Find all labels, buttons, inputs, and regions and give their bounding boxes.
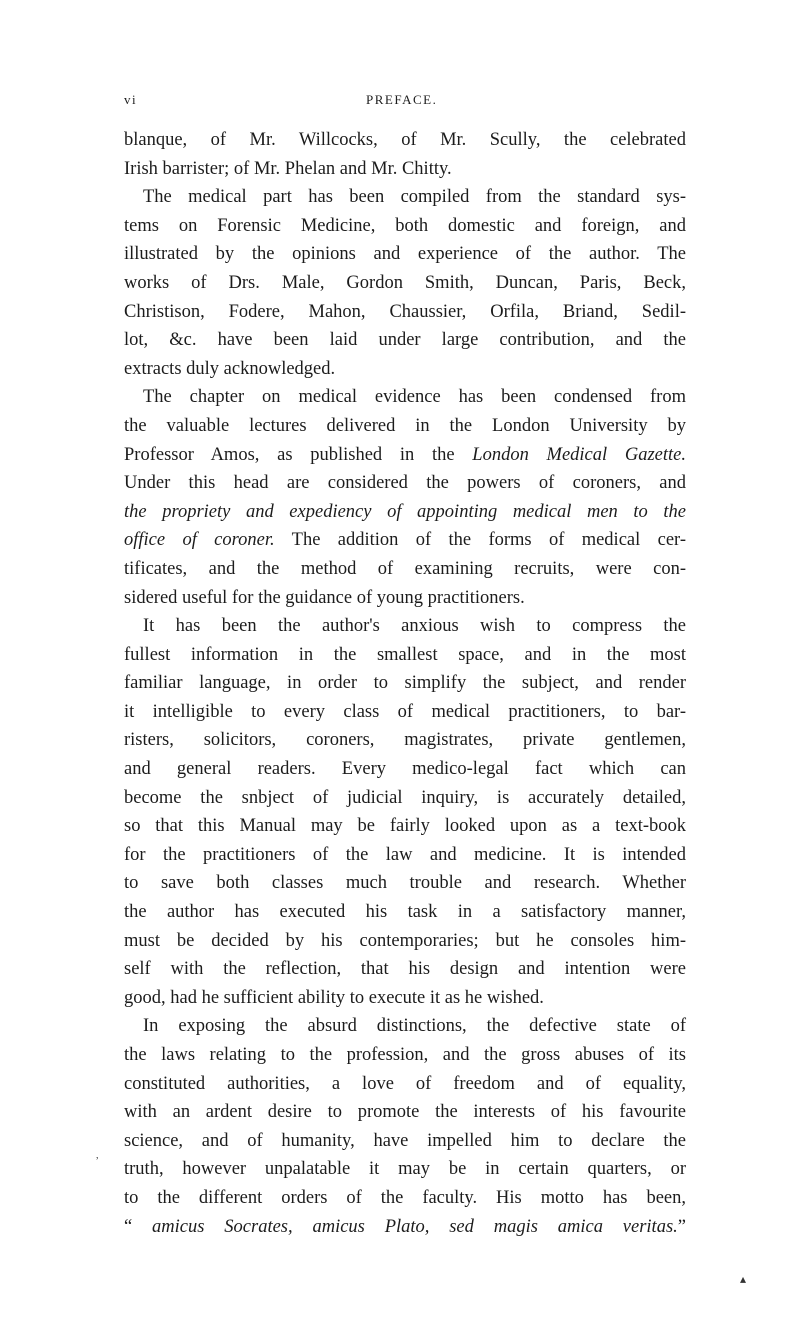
- text-line: It has been the author's anxious wish to compress the: [143, 616, 686, 637]
- text-line: to the different orders of the faculty. His motto has been,: [124, 1187, 686, 1208]
- text-line: good, had he sufficient ability to execute it as he wished.: [124, 987, 544, 1008]
- text-line: illustrated by the opinions and experience of the author. The: [124, 244, 686, 265]
- text-line: tificates, and the method of examining recruits, were con-: [124, 558, 686, 579]
- text-line: fullest information in the smallest space, and in the most: [124, 644, 686, 665]
- text-line: [124, 1213, 686, 1242]
- text-segment: ”: [677, 1216, 686, 1237]
- text-line: In exposing the absurd distinctions, the defective state of: [143, 1016, 686, 1037]
- text-line: and general readers. Every medico-legal fact which can: [124, 759, 686, 780]
- text-line: Christison, Fodere, Mahon, Chaussier, Orfila, Briand, Sedil-: [124, 301, 686, 322]
- text-line: to save both classes much trouble and research. Whether: [124, 873, 686, 894]
- running-head-title: PREFACE.: [366, 92, 438, 107]
- margin-mark: ,: [96, 1150, 99, 1161]
- page-corner-mark: ▴: [740, 1272, 747, 1286]
- text-line: blanque, of Mr. Willcocks, of Mr. Scully, the celebrated: [124, 130, 686, 150]
- text-line: so that this Manual may be fairly looked upon as a text-book: [124, 816, 686, 837]
- text-line: science, and of humanity, have impelled him to declare the: [124, 1130, 686, 1151]
- body-text: [124, 126, 686, 1241]
- text-segment: The addition of the forms of medical cer-: [274, 530, 686, 551]
- text-line: tems on Forensic Medicine, both domestic and foreign, and: [124, 215, 686, 236]
- text-line: lot, &c. have been laid under large contribution, and the: [124, 330, 686, 351]
- text-line: [124, 498, 686, 527]
- text-line: [124, 441, 686, 470]
- text-line: risters, solicitors, coroners, magistrates, private gentlemen,: [124, 730, 686, 751]
- text-line: works of Drs. Male, Gordon Smith, Duncan, Paris, Beck,: [124, 272, 686, 293]
- text-line: the laws relating to the profession, and the gross abuses of its: [124, 1045, 686, 1065]
- text-line: the author has executed his task in a satisfactory manner,: [124, 902, 686, 923]
- italic-text-segment: London Medical Gazette.: [472, 444, 686, 465]
- text-line: [124, 526, 686, 555]
- text-line: truth, however unpalatable it may be in certain quarters, or: [124, 1159, 686, 1180]
- text-line: with an ardent desire to promote the interests of his favourite: [124, 1102, 686, 1123]
- running-head: [124, 92, 684, 112]
- text-line: self with the reflection, that his design and intention were: [124, 959, 686, 980]
- text-line: Under this head are considered the powers of coroners, and: [124, 473, 686, 494]
- text-line: Irish barrister; of Mr. Phelan and Mr. Chitty.: [124, 158, 452, 179]
- text-segment: Professor Amos, as published in the: [124, 444, 473, 465]
- text-line: constituted authorities, a love of freedom and of equality,: [124, 1073, 686, 1094]
- text-line: become the snbject of judicial inquiry, is accurately detailed,: [124, 787, 686, 808]
- italic-text-segment: office of coroner.: [124, 530, 275, 551]
- text-segment: “: [124, 1216, 153, 1237]
- italic-text-segment: the propriety and expediency of appointing medical men to the: [124, 501, 686, 522]
- text-line: sidered useful for the guidance of young practitioners.: [124, 587, 525, 608]
- text-line: must be decided by his contemporaries; but he consoles him-: [124, 930, 686, 951]
- text-line: familiar language, in order to simplify the subject, and render: [124, 673, 686, 694]
- text-line: it intelligible to every class of medical practitioners, to bar-: [124, 701, 686, 722]
- italic-text-segment: amicus Socrates, amicus Plato, sed magis amica veritas.: [152, 1216, 678, 1237]
- text-line: The medical part has been compiled from the standard sys-: [143, 187, 686, 208]
- page-number: vi: [124, 92, 138, 107]
- text-line: extracts duly acknowledged.: [124, 358, 336, 379]
- text-line: for the practitioners of the law and medicine. It is intended: [124, 844, 686, 865]
- text-line: the valuable lectures delivered in the London University by: [124, 415, 686, 436]
- text-line: The chapter on medical evidence has been condensed from: [143, 387, 686, 408]
